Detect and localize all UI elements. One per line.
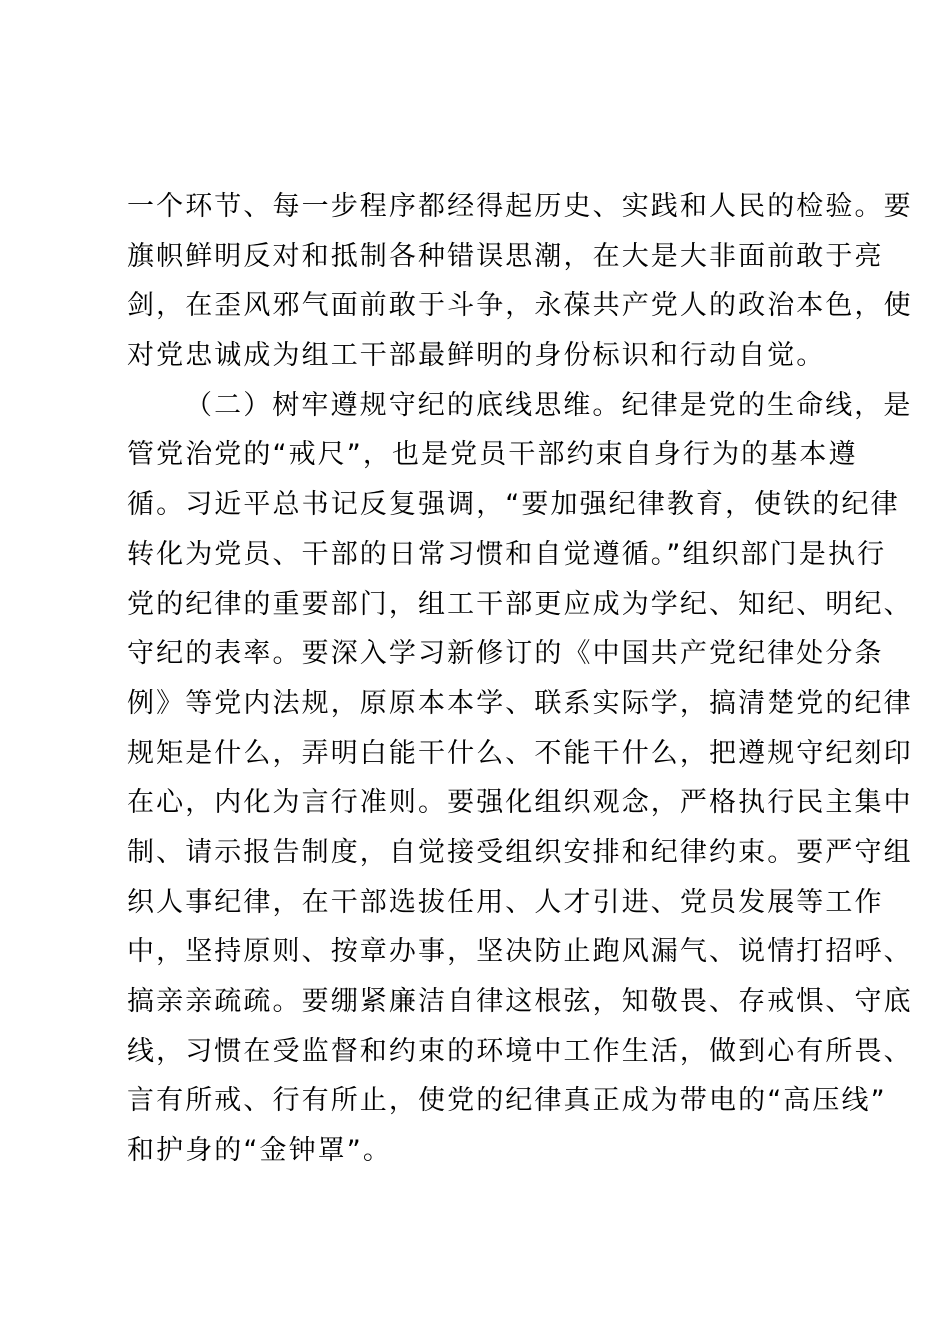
text-line: 言有所戒、行有所止，使党的纪律真正成为带电的“高压线”: [127, 1085, 887, 1117]
text-line: 制、请示报告制度，自觉接受组织安排和纪律约束。要严守组: [127, 836, 913, 868]
text-line: 线，习惯在受监督和约束的环境中工作生活，做到心有所畏、: [127, 1035, 913, 1067]
text-line: 党的纪律的重要部门，组工干部更应成为学纪、知纪、明纪、: [127, 588, 913, 620]
text-line: 和护身的“金钟罩”。: [127, 1135, 392, 1167]
text-line: 对党忠诚成为组工干部最鲜明的身份标识和行动自觉。: [127, 340, 826, 372]
text-line: 在心，内化为言行准则。要强化组织观念，严格执行民主集中: [127, 787, 913, 819]
text-line: 规矩是什么，弄明白能干什么、不能干什么，把遵规守纪刻印: [127, 737, 913, 769]
text-line: 织人事纪律，在干部选拔任用、人才引进、党员发展等工作: [127, 886, 884, 918]
text-line: 旗帜鲜明反对和抵制各种错误思潮，在大是大非面前敢于亮: [127, 240, 884, 272]
text-line: 搞亲亲疏疏。要绷紧廉洁自律这根弦，知敬畏、存戒惧、守底: [127, 986, 913, 1017]
text-line: 中，坚持原则、按章办事，坚决防止跑风漏气、说情打招呼、: [127, 936, 913, 968]
paragraph-1: [127, 182, 913, 381]
text-line: 一个环节、每一步程序都经得起历史、实践和人民的检验。要: [127, 191, 913, 222]
section-heading-line: （二）树牢遵规守纪的底线思维。纪律是党的生命线，是: [185, 389, 913, 421]
text-line: 循。习近平总书记反复强调，“要加强纪律教育，使铁的纪律: [127, 489, 900, 521]
text-line: 剑，在歪风邪气面前敢于斗争，永葆共产党人的政治本色，使: [127, 290, 913, 322]
paragraph-2-discipline-section: [127, 381, 913, 1176]
text-line: 管党治党的“戒尺”，也是党员干部约束自身行为的基本遵: [127, 439, 858, 471]
text-line: 守纪的表率。要深入学习新修订的《中国共产党纪律处分条: [127, 638, 884, 670]
document-page: [127, 182, 913, 1176]
text-line: 例》等党内法规，原原本本学、联系实际学，搞清楚党的纪律: [127, 687, 913, 719]
text-line: 转化为党员、干部的日常习惯和自觉遵循。”组织部门是执行: [127, 538, 887, 570]
